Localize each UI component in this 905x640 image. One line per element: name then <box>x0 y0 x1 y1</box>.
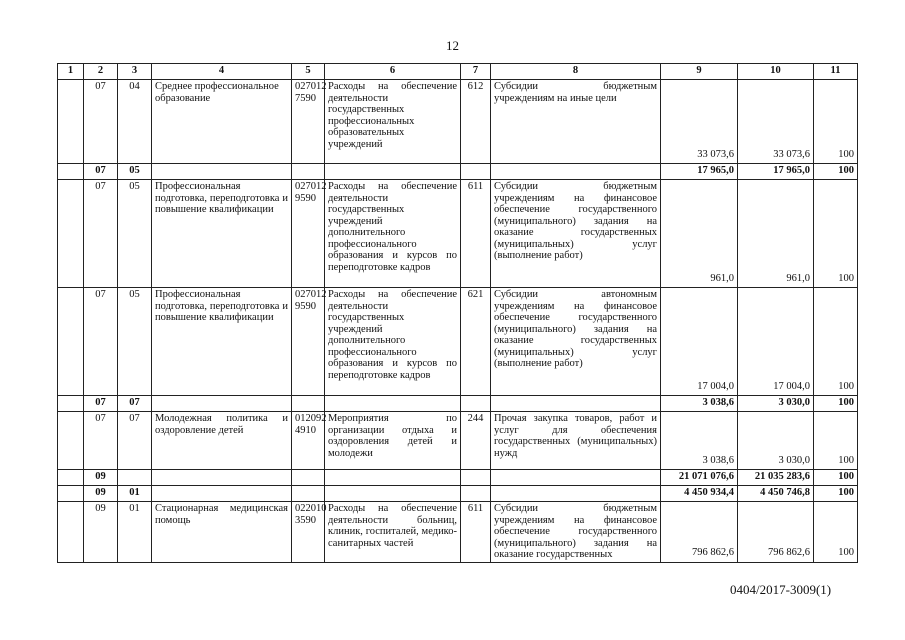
amount-plan: 3 038,6 <box>661 396 738 412</box>
col-header-4: 4 <box>152 64 292 80</box>
subsection-code: 05 <box>118 180 152 288</box>
table-row <box>58 502 858 563</box>
subsection-code: 07 <box>118 396 152 412</box>
percent: 100 <box>814 396 858 412</box>
percent: 100 <box>814 412 858 470</box>
amount-actual: 796 862,6 <box>738 502 814 563</box>
subsection-code: 05 <box>118 164 152 180</box>
amount-actual: 17 004,0 <box>738 288 814 396</box>
expense-code: 621 <box>461 288 491 396</box>
col-header-3: 3 <box>118 64 152 80</box>
table-row-subtotal <box>58 486 858 502</box>
expense-name: Субсидии бюджетным учреждениям на финансовое обеспечение государственного (муниципального) задания на оказание государственных (муниципальных) услуг (выполнение работ) <box>491 180 661 288</box>
expense-code: 611 <box>461 502 491 563</box>
amount-actual: 3 030,0 <box>738 396 814 412</box>
amount-plan: 17 965,0 <box>661 164 738 180</box>
percent: 100 <box>814 288 858 396</box>
amount-actual: 33 073,6 <box>738 80 814 164</box>
section-code: 09 <box>84 470 118 486</box>
table-row-subtotal <box>58 164 858 180</box>
table-row <box>58 288 858 396</box>
target-code: 027012 9590 <box>292 288 325 396</box>
target-name: Расходы на обеспечение деятельности больниц, клиник, госпиталей, медико-санитарных частей <box>325 502 461 563</box>
percent: 100 <box>814 80 858 164</box>
subsection-code: 05 <box>118 288 152 396</box>
subsection-code: 01 <box>118 486 152 502</box>
expense-name: Прочая закупка товаров, работ и услуг для обеспечения государственных (муниципальных) нужд <box>491 412 661 470</box>
section-code: 07 <box>84 396 118 412</box>
target-code: 022010 3590 <box>292 502 325 563</box>
table-row-subtotal <box>58 396 858 412</box>
expense-name: Субсидии бюджетным учреждениям на иные цели <box>491 80 661 164</box>
amount-actual: 961,0 <box>738 180 814 288</box>
table-row <box>58 80 858 164</box>
amount-actual: 4 450 746,8 <box>738 486 814 502</box>
header-row <box>58 64 858 80</box>
section-code: 07 <box>84 80 118 164</box>
target-code: 012092 4910 <box>292 412 325 470</box>
col-header-2: 2 <box>84 64 118 80</box>
col-header-8: 8 <box>491 64 661 80</box>
amount-plan: 961,0 <box>661 180 738 288</box>
page-number: 12 <box>446 38 459 53</box>
subsection-code: 04 <box>118 80 152 164</box>
target-code: 027012 9590 <box>292 180 325 288</box>
amount-plan: 796 862,6 <box>661 502 738 563</box>
amount-actual: 3 030,0 <box>738 412 814 470</box>
col-header-7: 7 <box>461 64 491 80</box>
percent: 100 <box>814 164 858 180</box>
amount-plan: 33 073,6 <box>661 80 738 164</box>
subsection-code: 01 <box>118 502 152 563</box>
section-code: 07 <box>84 412 118 470</box>
budget-table <box>57 63 858 563</box>
amount-plan: 4 450 934,4 <box>661 486 738 502</box>
target-name: Расходы на обеспечение деятельности государственных учреждений дополнительного профессионального образования и курсов по переподготовке кадров <box>325 180 461 288</box>
table-row-section-total <box>58 470 858 486</box>
expense-code: 611 <box>461 180 491 288</box>
subsection-code: 07 <box>118 412 152 470</box>
amount-plan: 3 038,6 <box>661 412 738 470</box>
amount-actual: 21 035 283,6 <box>738 470 814 486</box>
amount-actual: 17 965,0 <box>738 164 814 180</box>
section-code: 09 <box>84 486 118 502</box>
table-row <box>58 180 858 288</box>
section-code: 09 <box>84 502 118 563</box>
table-row <box>58 412 858 470</box>
col-header-9: 9 <box>661 64 738 80</box>
target-name: Расходы на обеспечение деятельности государственных учреждений дополнительного профессионального образования и курсов по переподготовке кадров <box>325 288 461 396</box>
col-header-11: 11 <box>814 64 858 80</box>
subsection-name: Среднее профессиональное образование <box>152 80 292 164</box>
subsection-name: Молодежная политика и оздоровление детей <box>152 412 292 470</box>
document-code: 0404/2017-3009(1) <box>730 582 832 597</box>
percent: 100 <box>814 486 858 502</box>
target-name: Расходы на обеспечение деятельности государственных профессиональных образовательных учреждений <box>325 80 461 164</box>
col-header-10: 10 <box>738 64 814 80</box>
subsection-name: Стационарная медицинская помощь <box>152 502 292 563</box>
expense-code: 612 <box>461 80 491 164</box>
section-code: 07 <box>84 164 118 180</box>
col-header-5: 5 <box>292 64 325 80</box>
expense-name: Субсидии бюджетным учреждениям на финансовое обеспечение государственного (муниципального) задания на оказание государственных <box>491 502 661 563</box>
percent: 100 <box>814 180 858 288</box>
target-code: 027012 7590 <box>292 80 325 164</box>
percent: 100 <box>814 470 858 486</box>
amount-plan: 21 071 076,6 <box>661 470 738 486</box>
expense-name: Субсидии автономным учреждениям на финансовое обеспечение государственного (муниципального) задания на оказание государственных (муниципальных) услуг (выполнение работ) <box>491 288 661 396</box>
section-code: 07 <box>84 288 118 396</box>
expense-code: 244 <box>461 412 491 470</box>
amount-plan: 17 004,0 <box>661 288 738 396</box>
section-code: 07 <box>84 180 118 288</box>
subsection-name: Профессиональная подготовка, переподготовка и повышение квалификации <box>152 180 292 288</box>
col-header-6: 6 <box>325 64 461 80</box>
subsection-name: Профессиональная подготовка, переподготовка и повышение квалификации <box>152 288 292 396</box>
target-name: Мероприятия по организации отдыха и оздоровления детей и молодежи <box>325 412 461 470</box>
percent: 100 <box>814 502 858 563</box>
col-header-1: 1 <box>58 64 84 80</box>
